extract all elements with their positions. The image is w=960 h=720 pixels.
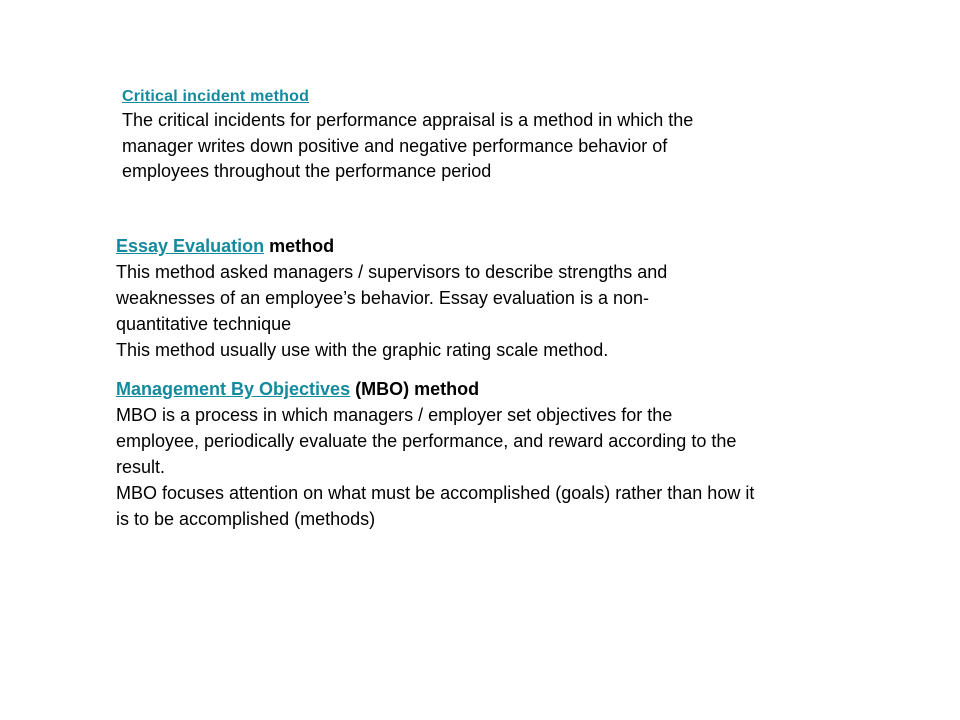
critical-incident-paragraph: The critical incidents for performance appraisal is a method in which the manager writes down positive and negative performance behavior of employees throughout the performance period — [122, 110, 694, 181]
essay-evaluation-heading-rest: method — [264, 236, 335, 256]
mbo-paragraph-2: MBO focuses attention on what must be accomplished (goals) rather than how it is to be accomplished (methods) — [116, 483, 755, 529]
essay-evaluation-paragraph-2: This method usually use with the graphic rating scale method. — [116, 340, 609, 360]
essay-evaluation-section — [116, 233, 736, 363]
essay-evaluation-paragraph-1: This method asked managers / supervisors to describe strengths and weaknesses of an employee’s behavior. Essay evaluation is a non-quantitative technique — [116, 262, 668, 334]
critical-incident-heading — [122, 86, 732, 108]
mbo-link[interactable]: Management By Objectives — [116, 379, 351, 399]
critical-incident-section — [122, 86, 732, 185]
essay-evaluation-heading — [116, 233, 736, 259]
mbo-paragraph-1: MBO is a process in which managers / employer set objectives for the employee, periodically evaluate the performance, and reward according to the result. — [116, 405, 737, 477]
mbo-heading — [116, 376, 756, 402]
essay-evaluation-link[interactable]: Essay Evaluation — [116, 236, 265, 256]
mbo-heading-rest: (MBO) method — [350, 379, 480, 399]
mbo-section — [116, 376, 756, 532]
critical-incident-link[interactable]: Critical incident method — [122, 88, 310, 105]
